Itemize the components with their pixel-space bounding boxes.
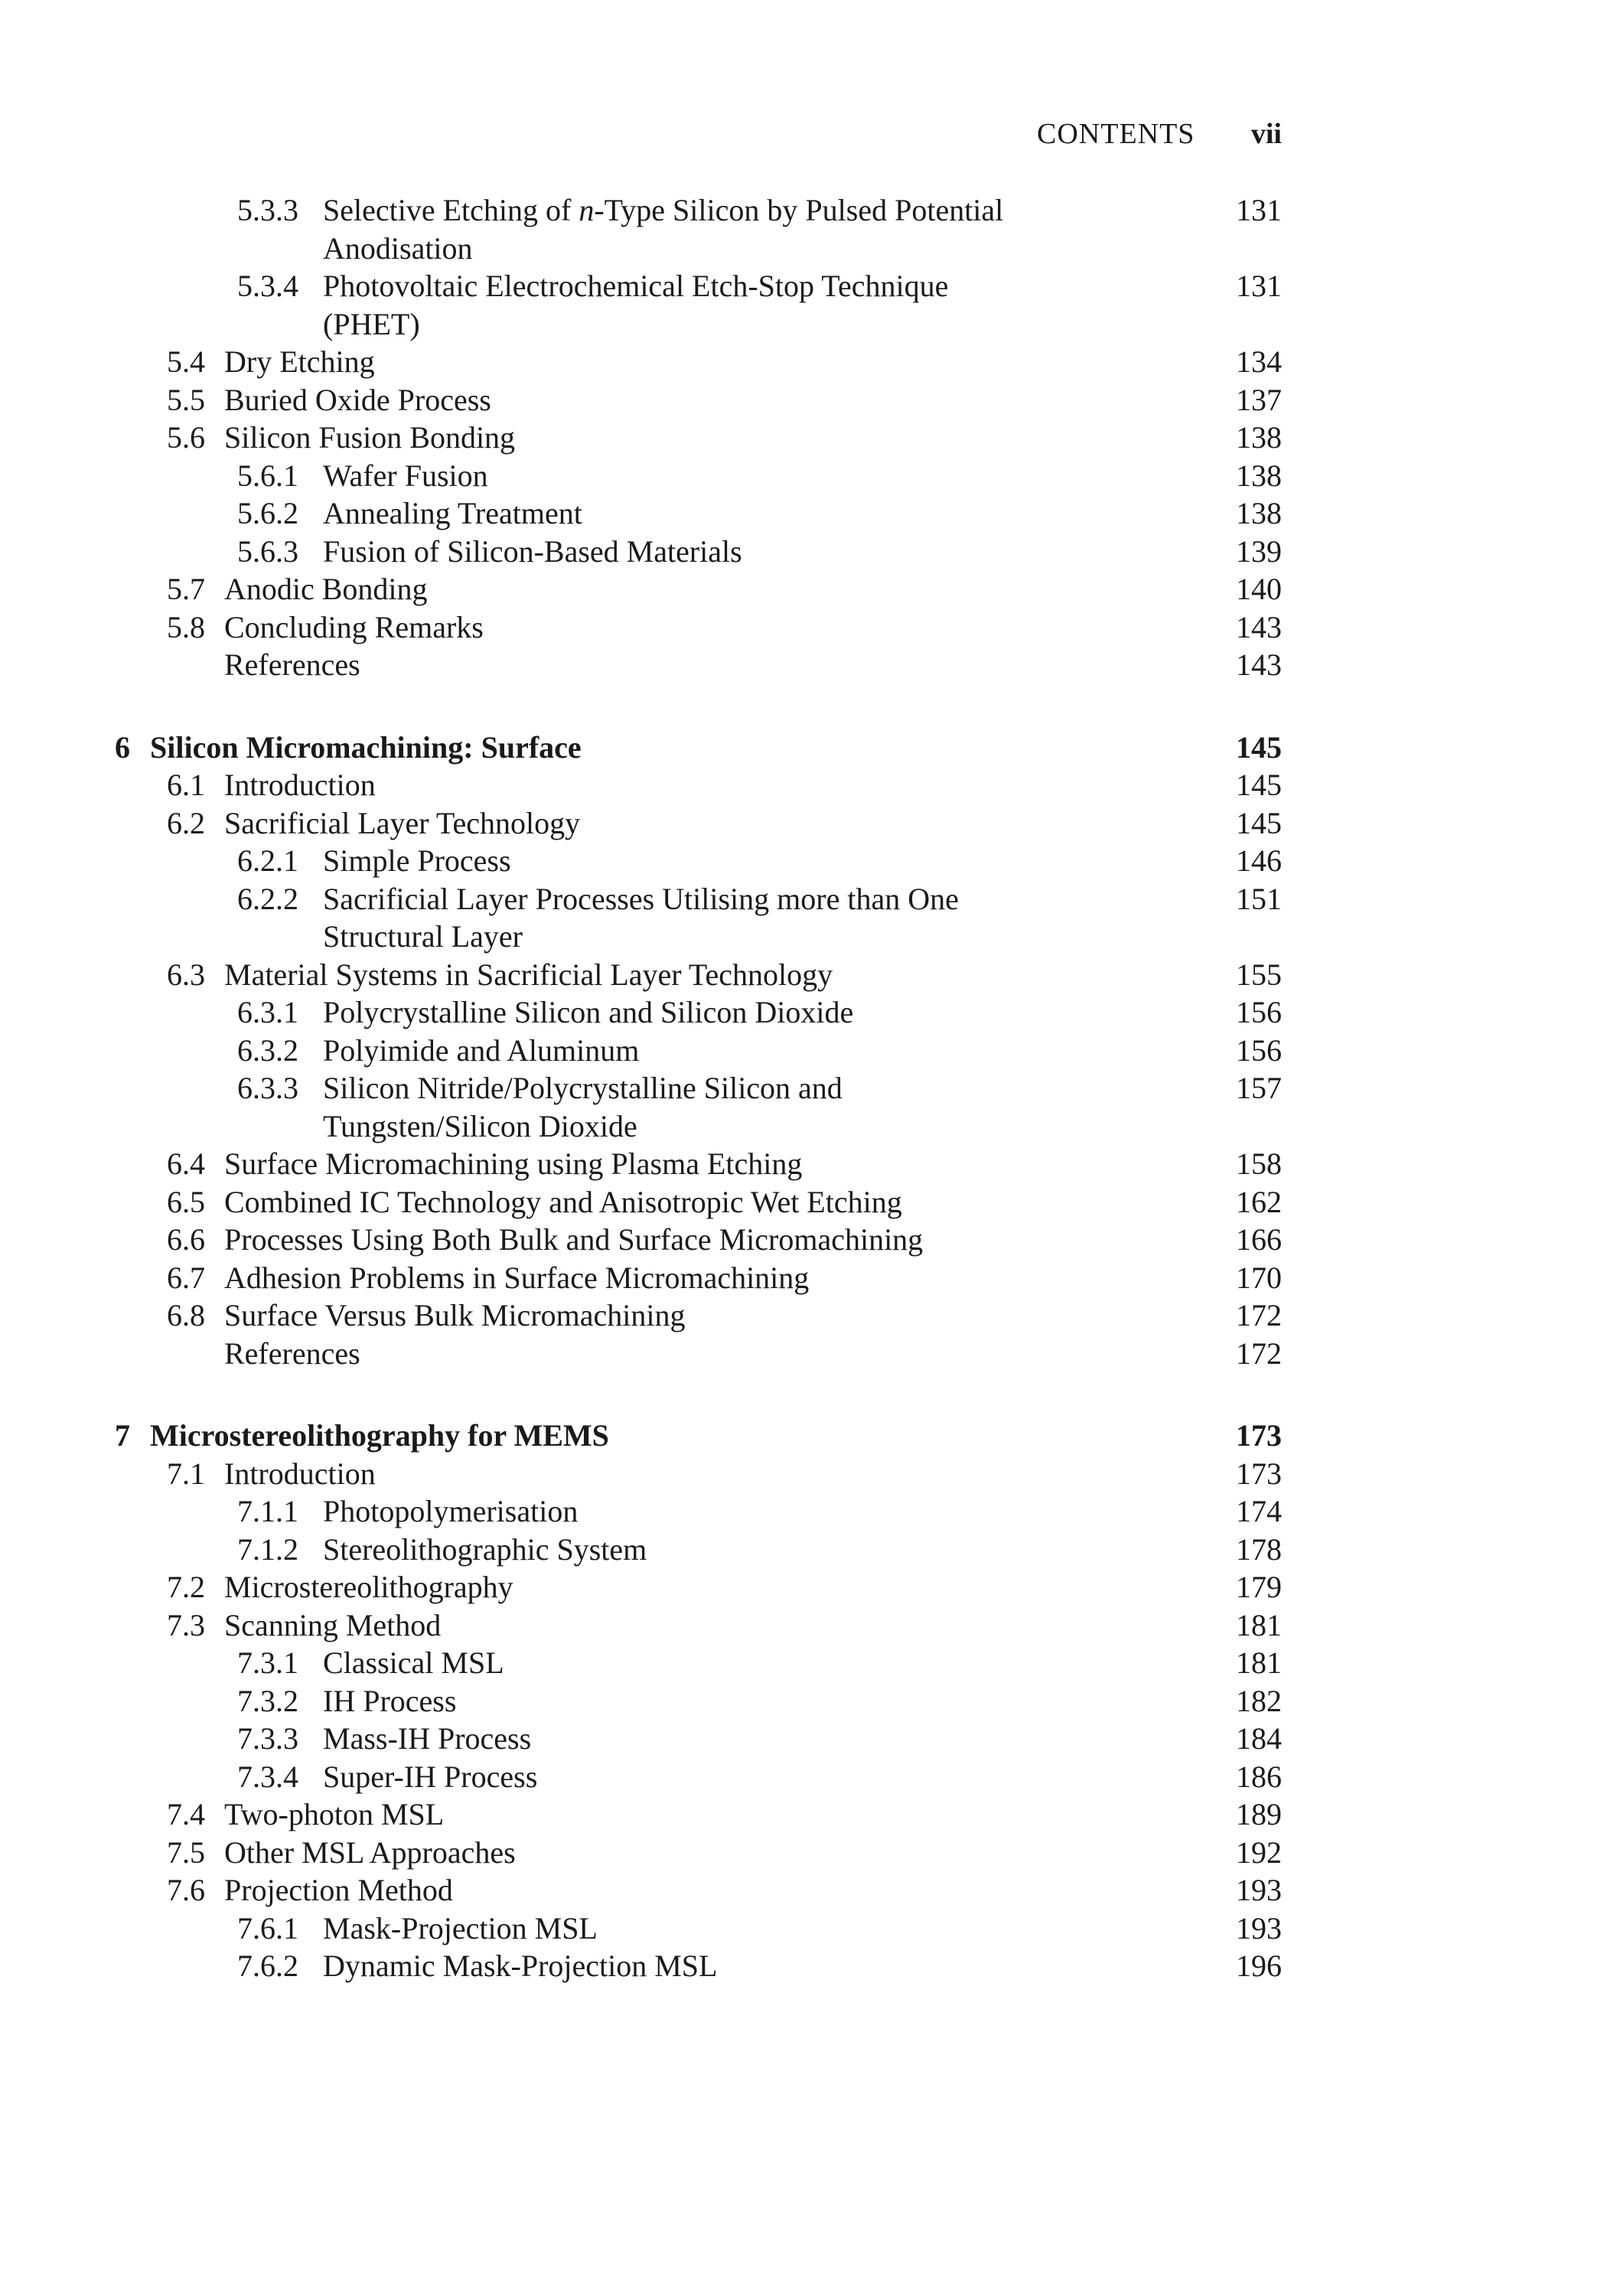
toc-entry[interactable] [115, 1183, 1282, 1221]
entry-number: 7.1.1 [237, 1494, 298, 1528]
entry-title: Other MSL Approaches [224, 1835, 516, 1870]
entry-page: 156 [1236, 1032, 1282, 1068]
toc-entry[interactable] [115, 1492, 1282, 1531]
entry-number: 6.2.1 [237, 843, 298, 878]
toc-entry[interactable] [115, 1834, 1282, 1872]
entry-page: 146 [1236, 843, 1282, 878]
entry-number: 7 [115, 1418, 130, 1453]
toc-references[interactable] [115, 646, 1282, 684]
entry-title: Stereolithographic System [323, 1531, 647, 1567]
entry-title: Polyimide and Aluminum [323, 1032, 640, 1068]
entry-page: 155 [1236, 957, 1282, 992]
entry-number: 7.6.1 [237, 1910, 298, 1945]
toc-entry[interactable] [115, 1682, 1282, 1720]
toc-entry[interactable] [115, 1644, 1282, 1682]
entry-number: 6.8 [167, 1298, 205, 1332]
entry-title: Sacrificial Layer Processes Utilising more than One Structural Layer [323, 881, 959, 954]
entry-number: 6 [115, 729, 130, 765]
toc-entry[interactable] [115, 1910, 1282, 1948]
entry-number: 6.3.1 [237, 995, 298, 1029]
toc-entry[interactable] [115, 1795, 1282, 1834]
entry-page: 174 [1236, 1494, 1282, 1528]
entry-page: 131 [1236, 269, 1282, 303]
entry-title: Dry Etching [224, 344, 375, 379]
entry-page: 170 [1236, 1260, 1282, 1295]
toc-entry[interactable] [115, 191, 1282, 267]
entry-page: 192 [1236, 1835, 1282, 1870]
toc-chapter[interactable] [115, 729, 1282, 767]
entry-page: 189 [1236, 1797, 1282, 1831]
entry-page: 193 [1236, 1910, 1282, 1945]
toc-entry[interactable] [115, 1720, 1282, 1758]
entry-page: 137 [1236, 382, 1282, 417]
toc-entry[interactable] [115, 419, 1282, 457]
entry-title: Simple Process [323, 843, 511, 878]
entry-title: IH Process [323, 1683, 457, 1718]
entry-title: Adhesion Problems in Surface Micromachining [224, 1260, 810, 1295]
entry-page: 145 [1236, 768, 1282, 802]
toc-chapter[interactable] [115, 1417, 1282, 1455]
toc-entry[interactable] [115, 956, 1282, 994]
toc-entry[interactable] [115, 1145, 1282, 1183]
entry-number: 6.3.2 [237, 1032, 298, 1068]
entry-title: Mask-Projection MSL [323, 1910, 598, 1945]
entry-title: Microstereolithography [224, 1570, 513, 1604]
entry-number: 5.6.1 [237, 458, 298, 493]
entry-number: 5.7 [167, 572, 205, 606]
toc-entry[interactable] [115, 1259, 1282, 1297]
toc-entry[interactable] [115, 608, 1282, 647]
entry-page: 156 [1236, 995, 1282, 1029]
toc-entry[interactable] [115, 1568, 1282, 1606]
toc-entry[interactable] [115, 1531, 1282, 1569]
entry-title: Two-photon MSL [224, 1797, 445, 1831]
entry-number: 7.4 [167, 1797, 205, 1831]
entry-page: 172 [1236, 1298, 1282, 1332]
toc-entry[interactable] [115, 267, 1282, 343]
toc-entry[interactable] [115, 804, 1282, 843]
entry-page: 179 [1236, 1570, 1282, 1604]
entry-title: Photopolymerisation [323, 1494, 579, 1528]
entry-page: 157 [1236, 1071, 1282, 1105]
entry-number: 7.3.1 [237, 1645, 298, 1680]
toc-entry[interactable] [115, 1069, 1282, 1145]
table-of-contents [115, 191, 1282, 1985]
entry-title: Processes Using Both Bulk and Surface Micromachining [224, 1222, 924, 1257]
entry-title: Annealing Treatment [323, 496, 582, 530]
entry-page: 186 [1236, 1759, 1282, 1794]
toc-entry[interactable] [115, 570, 1282, 608]
entry-page: 138 [1236, 458, 1282, 493]
entry-title: Buried Oxide Process [224, 382, 491, 417]
entry-page: 178 [1236, 1531, 1282, 1567]
entry-page: 173 [1236, 1418, 1282, 1453]
entry-page: 162 [1236, 1184, 1282, 1219]
entry-number: 5.6 [167, 420, 205, 455]
entry-title: Material Systems in Sacrificial Layer Technology [224, 957, 833, 992]
entry-title: Concluding Remarks [224, 609, 484, 644]
entry-number: 5.4 [167, 344, 205, 379]
entry-number: 6.1 [167, 768, 205, 802]
entry-title: Sacrificial Layer Technology [224, 805, 581, 840]
entry-title: Dynamic Mask-Projection MSL [323, 1949, 718, 1983]
entry-title: Mass-IH Process [323, 1721, 532, 1756]
entry-page: 139 [1236, 533, 1282, 569]
entry-number: 6.4 [167, 1146, 205, 1181]
toc-entry[interactable] [115, 880, 1282, 956]
entry-page: 184 [1236, 1721, 1282, 1756]
running-head: CONTENTS [1037, 118, 1195, 150]
entry-title: Polycrystalline Silicon and Silicon Dioxide [323, 995, 854, 1029]
entry-title: Fusion of Silicon-Based Materials [323, 533, 742, 569]
page-number: vii [1250, 118, 1282, 150]
entry-title: Surface Micromachining using Plasma Etching [224, 1146, 803, 1181]
entry-title: Microstereolithography for MEMS [150, 1418, 609, 1453]
entry-number: 6.3 [167, 957, 205, 992]
entry-title: Projection Method [224, 1873, 453, 1907]
entry-page: 172 [1236, 1336, 1282, 1371]
toc-entry[interactable] [115, 1947, 1282, 1985]
entry-number: 7.6.2 [237, 1949, 298, 1983]
page-header [1037, 115, 1282, 153]
entry-page: 181 [1236, 1607, 1282, 1642]
toc-references[interactable] [115, 1335, 1282, 1373]
entry-title: Anodic Bonding [224, 572, 428, 606]
entry-number: 7.6 [167, 1873, 205, 1907]
toc-entry[interactable] [115, 343, 1282, 381]
entry-title: Combined IC Technology and Anisotropic Wet Etching [224, 1184, 902, 1219]
entry-title: Silicon Fusion Bonding [224, 420, 516, 455]
entry-number: 5.5 [167, 382, 205, 417]
toc-entry[interactable] [115, 1871, 1282, 1910]
entry-page: 166 [1236, 1222, 1282, 1257]
entry-number: 6.2 [167, 805, 205, 840]
entry-number: 6.7 [167, 1260, 205, 1295]
entry-number: 7.3.3 [237, 1721, 298, 1756]
entry-page: 138 [1236, 420, 1282, 455]
entry-title: Scanning Method [224, 1607, 442, 1642]
entry-title: Silicon Micromachining: Surface [150, 729, 582, 765]
toc-entry[interactable] [115, 1758, 1282, 1796]
entry-page: 182 [1236, 1683, 1282, 1718]
toc-entry[interactable] [115, 494, 1282, 533]
entry-number: 7.5 [167, 1835, 205, 1870]
entry-page: 158 [1236, 1146, 1282, 1181]
entry-number: 7.1.2 [237, 1531, 298, 1567]
toc-entry[interactable] [115, 1296, 1282, 1335]
entry-page: 145 [1236, 805, 1282, 840]
entry-number: 7.3.2 [237, 1683, 298, 1718]
entry-page: 143 [1236, 609, 1282, 644]
toc-entry[interactable] [115, 381, 1282, 419]
entry-title: Introduction [224, 1456, 376, 1491]
entry-title: Surface Versus Bulk Micromachining [224, 1298, 686, 1332]
entry-page: 173 [1236, 1456, 1282, 1491]
entry-number: 5.3.4 [237, 269, 298, 303]
toc-entry[interactable] [115, 766, 1282, 804]
toc-entry[interactable] [115, 993, 1282, 1032]
entry-number: 7.2 [167, 1570, 205, 1604]
entry-number: 6.5 [167, 1184, 205, 1219]
entry-title: Super-IH Process [323, 1759, 538, 1794]
toc-entry[interactable] [115, 1032, 1282, 1070]
entry-title: Photovoltaic Electrochemical Etch-Stop Technique (PHET) [323, 269, 949, 341]
entry-page: 143 [1236, 647, 1282, 682]
entry-number: 5.6.3 [237, 533, 298, 569]
entry-title: Selective Etching of n-Type Silicon by Pulsed Potential Anodisation [323, 193, 1004, 266]
entry-page: 181 [1236, 1645, 1282, 1680]
entry-number: 6.6 [167, 1222, 205, 1257]
entry-title: Silicon Nitride/Polycrystalline Silicon and Tungsten/Silicon Dioxide [323, 1071, 843, 1143]
entry-number: 6.2.2 [237, 881, 298, 916]
entry-title: References [224, 647, 360, 682]
entry-page: 134 [1236, 344, 1282, 379]
entry-page: 138 [1236, 496, 1282, 530]
entry-title: Classical MSL [323, 1645, 504, 1680]
entry-title: Wafer Fusion [323, 458, 488, 493]
entry-number: 7.3.4 [237, 1759, 298, 1794]
entry-page: 151 [1236, 881, 1282, 916]
entry-page: 196 [1236, 1949, 1282, 1983]
entry-number: 5.3.3 [237, 193, 298, 227]
entry-number: 7.1 [167, 1456, 205, 1491]
toc-entry[interactable] [115, 533, 1282, 571]
toc-entry[interactable] [115, 1221, 1282, 1259]
entry-number: 6.3.3 [237, 1071, 298, 1105]
toc-entry[interactable] [115, 1606, 1282, 1645]
entry-title: References [224, 1336, 360, 1371]
toc-entry[interactable] [115, 842, 1282, 880]
entry-page: 145 [1236, 729, 1282, 765]
entry-title: Introduction [224, 768, 376, 802]
entry-page: 193 [1236, 1873, 1282, 1907]
entry-page: 131 [1236, 193, 1282, 227]
entry-number: 7.3 [167, 1607, 205, 1642]
toc-entry[interactable] [115, 1455, 1282, 1493]
entry-number: 5.8 [167, 609, 205, 644]
toc-entry[interactable] [115, 457, 1282, 495]
entry-number: 5.6.2 [237, 496, 298, 530]
entry-page: 140 [1236, 572, 1282, 606]
